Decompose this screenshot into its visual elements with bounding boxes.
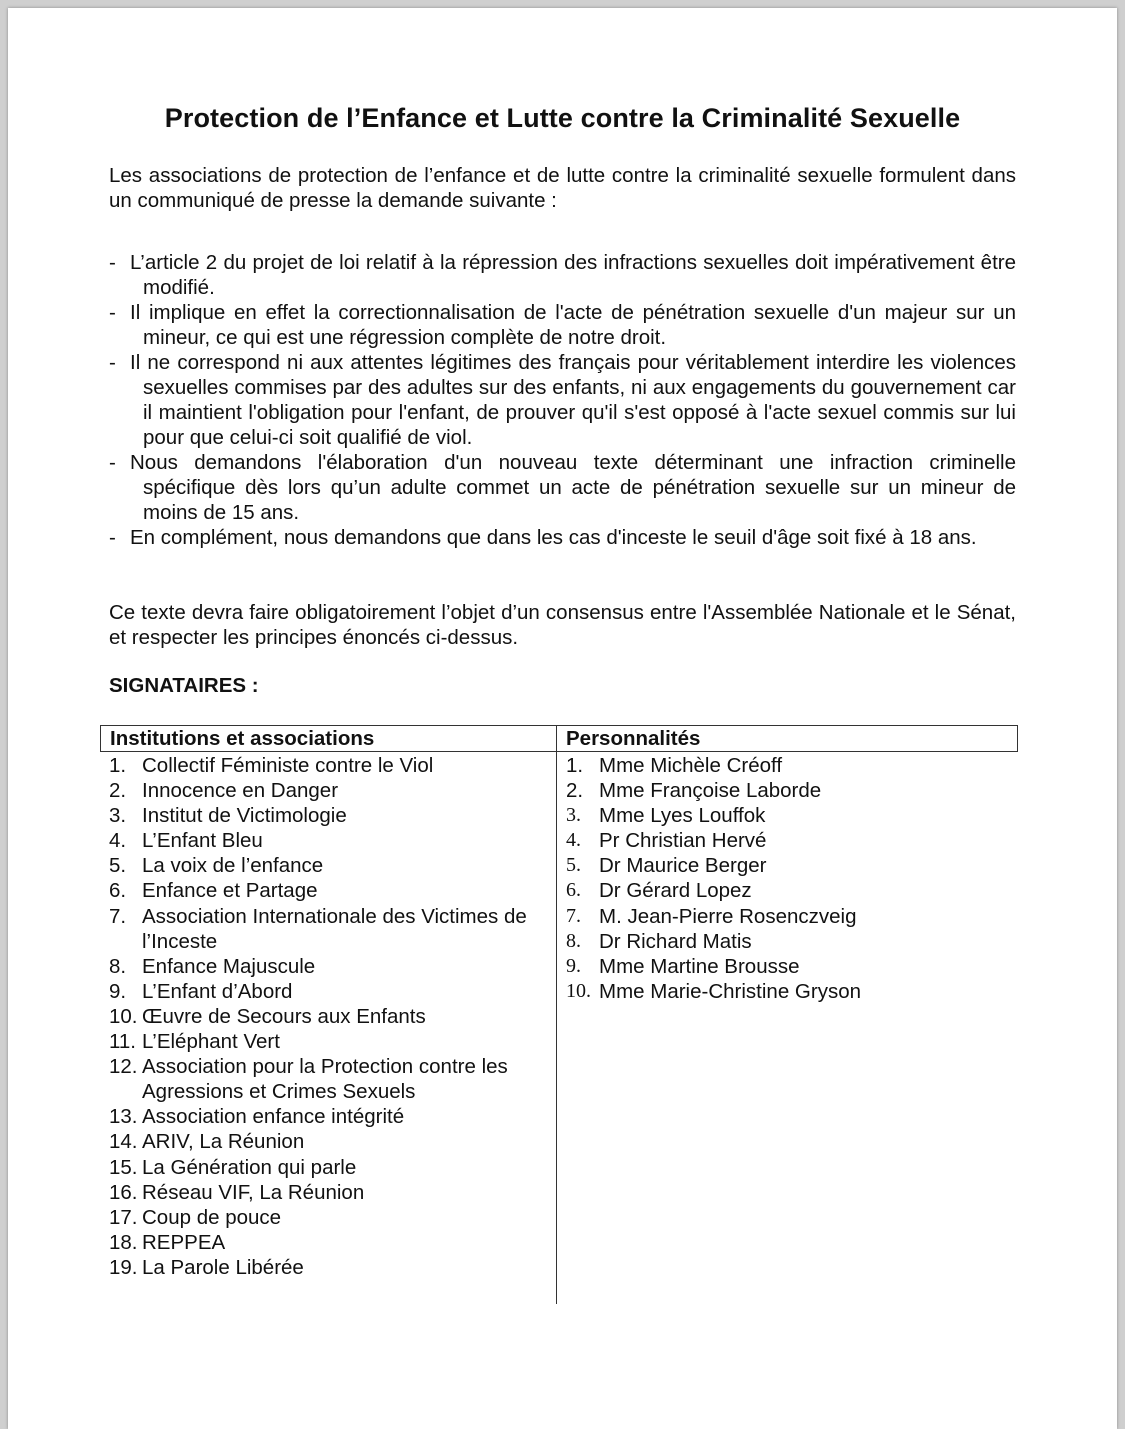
row-number: 2.: [109, 779, 127, 803]
table-body: [100, 752, 1018, 1304]
institution-name: Enfance Majuscule: [142, 954, 316, 978]
table-row: [100, 1255, 556, 1280]
institution-name: L’Enfant Bleu: [142, 829, 263, 853]
institution-name: REPPEA: [142, 1230, 226, 1254]
institution-name: Collectif Féministe contre le Viol: [142, 754, 434, 777]
institutions-column: [100, 752, 557, 1304]
table-row: [100, 803, 556, 828]
table-row: [100, 1029, 556, 1054]
table-header: [100, 725, 1018, 752]
table-row: [100, 954, 556, 979]
institution-name: L’Eléphant Vert: [142, 1030, 280, 1054]
row-number: 1.: [566, 754, 584, 777]
personality-name: M. Jean-Pierre Rosenczveig: [599, 904, 857, 928]
table-row: [100, 979, 556, 1004]
institution-name: Coup de pouce: [142, 1205, 282, 1229]
bullet-text: L’article 2 du projet de loi relatif à la répression des infractions sexuelles doit impérativement être modifié.: [130, 251, 1016, 299]
row-number: 15.: [109, 1155, 138, 1179]
signatories-table: [100, 725, 1018, 1304]
table-row: [557, 954, 1018, 979]
table-row: [100, 1155, 556, 1180]
row-number: 7.: [566, 904, 581, 927]
table-row: [100, 1230, 556, 1255]
institution-name: Association enfance intégrité: [142, 1105, 405, 1129]
table-row: [100, 1129, 556, 1154]
bullet-text: En complément, nous demandons que dans les cas d'inceste le seuil d'âge soit fixé à 18 ans.: [130, 526, 977, 549]
institution-name: ARIV, La Réunion: [142, 1130, 305, 1154]
bullet-dash: -: [109, 526, 116, 549]
bullet-text: Il ne correspond ni aux attentes légitimes des français pour véritablement interdire les violences sexuelles commises par des adultes sur des enfants, ni aux engagements du gouvernement car il maintient l'obligation pour l'enfant, de prouver qu'il s'est opposé à l'acte sexuel commis sur lui pour que celui-ci soit qualifié de viol.: [130, 351, 1016, 449]
bullet-dash: -: [109, 451, 116, 474]
personality-name: Dr Richard Matis: [599, 929, 752, 953]
table-row: [557, 853, 1018, 878]
institution-name: Œuvre de Secours aux Enfants: [142, 1004, 426, 1028]
personality-name: Mme Marie-Christine Gryson: [599, 979, 861, 1003]
personality-name: Mme Françoise Laborde: [599, 779, 822, 803]
row-number: 3.: [109, 804, 127, 828]
table-row: [557, 878, 1018, 903]
personality-name: Mme Martine Brousse: [599, 954, 800, 978]
table-row: [100, 1205, 556, 1230]
row-number: 7.: [109, 904, 127, 928]
institution-name: Association pour la Protection contre les Agressions et Crimes Sexuels: [142, 1055, 508, 1104]
row-number: 5.: [566, 854, 581, 877]
row-number: 4.: [566, 829, 581, 852]
row-number: 3.: [566, 804, 581, 827]
row-number: 13.: [109, 1105, 138, 1129]
column-header-institutions: Institutions et associations: [101, 726, 557, 751]
document-title: Protection de l’Enfance et Lutte contre la Criminalité Sexuelle: [164, 103, 961, 133]
table-row: [100, 904, 556, 954]
table-row: [100, 778, 556, 803]
table-row: [100, 1180, 556, 1205]
document-page: [8, 8, 1117, 1429]
list-item: [109, 450, 1016, 525]
bullet-dash: -: [109, 301, 116, 324]
institution-name: Innocence en Danger: [142, 779, 339, 803]
personality-name: Mme Michèle Créoff: [599, 754, 783, 777]
demand-list: [109, 250, 1016, 550]
row-number: 1.: [109, 754, 127, 777]
institution-name: Institut de Victimologie: [142, 804, 347, 828]
row-number: 9.: [566, 954, 581, 977]
personality-name: Mme Lyes Louffok: [599, 804, 766, 828]
table-row: [100, 1054, 556, 1104]
bullet-dash: -: [109, 251, 116, 274]
row-number: 5.: [109, 854, 127, 878]
institution-name: Réseau VIF, La Réunion: [142, 1180, 365, 1204]
row-number: 2.: [566, 779, 584, 803]
list-item: [109, 300, 1016, 350]
row-number: 11.: [109, 1030, 136, 1054]
table-row: [100, 853, 556, 878]
table-row: [100, 1104, 556, 1129]
table-row: [100, 878, 556, 903]
intro-paragraph: Les associations de protection de l’enfance et de lutte contre la criminalité sexuelle formulent dans un communiqué de presse la demande suivante :: [109, 164, 1016, 212]
institution-name: La Parole Libérée: [142, 1255, 304, 1279]
table-row: [100, 753, 556, 778]
table-row: [557, 979, 1018, 1004]
institution-name: La Génération qui parle: [142, 1155, 357, 1179]
bullet-text: Il implique en effet la correctionnalisation de l'acte de pénétration sexuelle d'un majeur sur un mineur, ce qui est une régression complète de notre droit.: [130, 301, 1016, 349]
column-header-personalities: Personnalités: [566, 727, 701, 750]
institution-name: L’Enfant d’Abord: [142, 979, 293, 1003]
row-number: 10.: [566, 979, 591, 1002]
row-number: 16.: [109, 1180, 138, 1204]
row-number: 6.: [566, 879, 581, 902]
bullet-text: Nous demandons l'élaboration d'un nouveau texte déterminant une infraction criminelle spécifique dès lors qu’un adulte commet un acte de pénétration sexuelle sur un mineur de moins de 15 ans.: [130, 451, 1016, 524]
bullet-dash: -: [109, 351, 116, 374]
table-row: [557, 929, 1018, 954]
table-row: [100, 828, 556, 853]
closing-paragraph: Ce texte devra faire obligatoirement l’objet d’un consensus entre l'Assemblée Nationale et le Sénat, et respecter les principes énoncés ci-dessus.: [109, 601, 1016, 649]
personalities-column: [557, 752, 1018, 1304]
row-number: 4.: [109, 829, 127, 853]
row-number: 12.: [109, 1055, 138, 1079]
signatories-heading: SIGNATAIRES :: [109, 674, 259, 697]
row-number: 10.: [109, 1004, 138, 1028]
row-number: 8.: [566, 929, 581, 952]
personality-name: Dr Gérard Lopez: [599, 879, 752, 903]
institution-name: Association Internationale des Victimes de l’Inceste: [142, 904, 527, 953]
personality-name: Dr Maurice Berger: [599, 854, 767, 878]
table-row: [100, 1004, 556, 1029]
list-item: [109, 250, 1016, 300]
row-number: 8.: [109, 954, 127, 978]
table-row: [557, 753, 1018, 778]
table-row: [557, 904, 1018, 929]
institution-name: Enfance et Partage: [142, 879, 318, 903]
row-number: 6.: [109, 879, 127, 903]
personality-name: Pr Christian Hervé: [599, 829, 767, 853]
row-number: 19.: [109, 1255, 138, 1279]
table-row: [557, 778, 1018, 803]
row-number: 9.: [109, 979, 127, 1003]
institution-name: La voix de l’enfance: [142, 854, 324, 878]
table-row: [557, 803, 1018, 828]
list-item: [109, 525, 1016, 550]
table-row: [557, 828, 1018, 853]
list-item: [109, 350, 1016, 450]
row-number: 14.: [109, 1130, 138, 1154]
row-number: 18.: [109, 1230, 138, 1254]
row-number: 17.: [109, 1205, 138, 1229]
